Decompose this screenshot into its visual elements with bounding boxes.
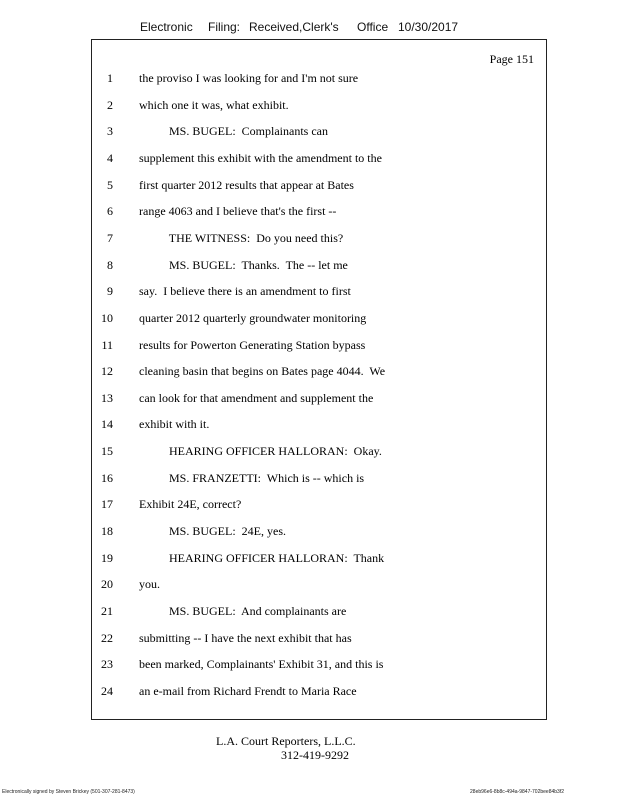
- line-text: MS. BUGEL: And complainants are: [139, 604, 347, 618]
- line-number: 12: [101, 364, 113, 379]
- line-number: 3: [107, 124, 113, 139]
- transcript-line: [92, 204, 546, 222]
- line-number: 11: [101, 337, 113, 352]
- line-number: 14: [101, 417, 113, 432]
- line-number: 7: [107, 230, 113, 245]
- header-electronic: Electronic: [140, 20, 193, 34]
- line-text: Exhibit 24E, correct?: [139, 497, 242, 512]
- line-number: 1: [107, 71, 113, 85]
- transcript-line: [92, 631, 546, 649]
- transcript-line: [92, 657, 546, 675]
- line-text: say. I believe there is an amendment to first: [139, 284, 351, 299]
- line-text: results for Powerton Generating Station bypass: [139, 337, 366, 352]
- line-number: 22: [101, 630, 113, 645]
- line-number: 5: [107, 177, 113, 192]
- line-text: HEARING OFFICER HALLORAN: Thank: [139, 550, 385, 565]
- line-number: 6: [107, 204, 113, 219]
- transcript-line: [92, 284, 546, 302]
- line-number: 24: [101, 683, 113, 698]
- line-number: 10: [101, 310, 113, 325]
- transcript-line: [92, 497, 546, 515]
- filing-header: [0, 20, 618, 38]
- line-number: 13: [101, 390, 113, 405]
- line-text: can look for that amendment and supplement the: [139, 390, 374, 405]
- header-received: Received,Clerk's: [249, 20, 339, 34]
- transcript-line: [92, 311, 546, 329]
- document-hash: 28eb96e6-8b8c-494a-9847-702bee84b3f2: [470, 789, 564, 795]
- electronic-signature: Electronically signed by Steven Brickey (501-307-281-8473): [2, 789, 135, 795]
- line-number: 2: [107, 97, 113, 112]
- header-filing: Filing:: [208, 20, 241, 34]
- court-reporter-phone: 312-419-9292: [281, 748, 349, 762]
- transcript-line: [92, 338, 546, 356]
- transcript-line: [92, 577, 546, 595]
- transcript-page: [91, 39, 547, 720]
- line-text: you.: [139, 577, 160, 592]
- line-text: cleaning basin that begins on Bates page 4044. We: [139, 364, 386, 379]
- line-number: 20: [101, 577, 113, 592]
- header-date: 10/30/2017: [398, 20, 459, 34]
- transcript-line: [92, 471, 546, 489]
- transcript-line: [92, 258, 546, 276]
- line-text: an e-mail from Richard Frendt to Maria Race: [139, 683, 357, 698]
- line-number: 4: [107, 150, 113, 165]
- court-reporter-company: L.A. Court Reporters, L.L.C.: [216, 734, 356, 748]
- line-text: MS. BUGEL: Thanks. The -- let me: [139, 257, 348, 272]
- transcript-line: [92, 178, 546, 196]
- line-text: THE WITNESS: Do you need this?: [139, 230, 344, 245]
- line-text: MS. BUGEL: 24E, yes.: [139, 524, 286, 539]
- transcript-line: [92, 604, 546, 622]
- line-text: quarter 2012 quarterly groundwater monitoring: [139, 310, 367, 325]
- line-text: range 4063 and I believe that's the first --: [139, 204, 337, 219]
- line-text: MS. FRANZETTI: Which is -- which is: [139, 470, 365, 485]
- transcript-line: [92, 124, 546, 142]
- line-text: the proviso I was looking for and I'm not sure: [139, 71, 359, 85]
- line-text: first quarter 2012 results that appear at Bates: [139, 177, 354, 192]
- transcript-line: [92, 391, 546, 409]
- transcript-line: [92, 364, 546, 382]
- transcript-line: [92, 151, 546, 169]
- line-text: supplement this exhibit with the amendment to the: [139, 150, 382, 165]
- transcript-line: [92, 98, 546, 116]
- transcript-line: [92, 71, 546, 89]
- line-number: 8: [107, 257, 113, 272]
- transcript-line: [92, 524, 546, 542]
- line-text: been marked, Complainants' Exhibit 31, and this is: [139, 657, 384, 672]
- line-number: 17: [101, 497, 113, 512]
- line-number: 15: [101, 444, 113, 459]
- line-number: 19: [101, 550, 113, 565]
- line-text: HEARING OFFICER HALLORAN: Okay.: [139, 444, 382, 459]
- transcript-line: [92, 551, 546, 569]
- line-text: submitting -- I have the next exhibit that has: [139, 630, 352, 645]
- transcript-line: [92, 417, 546, 435]
- transcript-line: [92, 231, 546, 249]
- header-office: Office: [357, 20, 389, 34]
- line-number: 23: [101, 657, 113, 672]
- line-number: 18: [101, 524, 113, 539]
- transcript-line: [92, 684, 546, 702]
- line-number: 21: [101, 604, 113, 618]
- line-number: 9: [107, 284, 113, 299]
- line-number: 16: [101, 470, 113, 485]
- page-number: Page 151: [489, 52, 534, 66]
- transcript-line: [92, 444, 546, 462]
- line-text: MS. BUGEL: Complainants can: [139, 124, 328, 139]
- line-text: which one it was, what exhibit.: [139, 97, 289, 112]
- line-text: exhibit with it.: [139, 417, 210, 432]
